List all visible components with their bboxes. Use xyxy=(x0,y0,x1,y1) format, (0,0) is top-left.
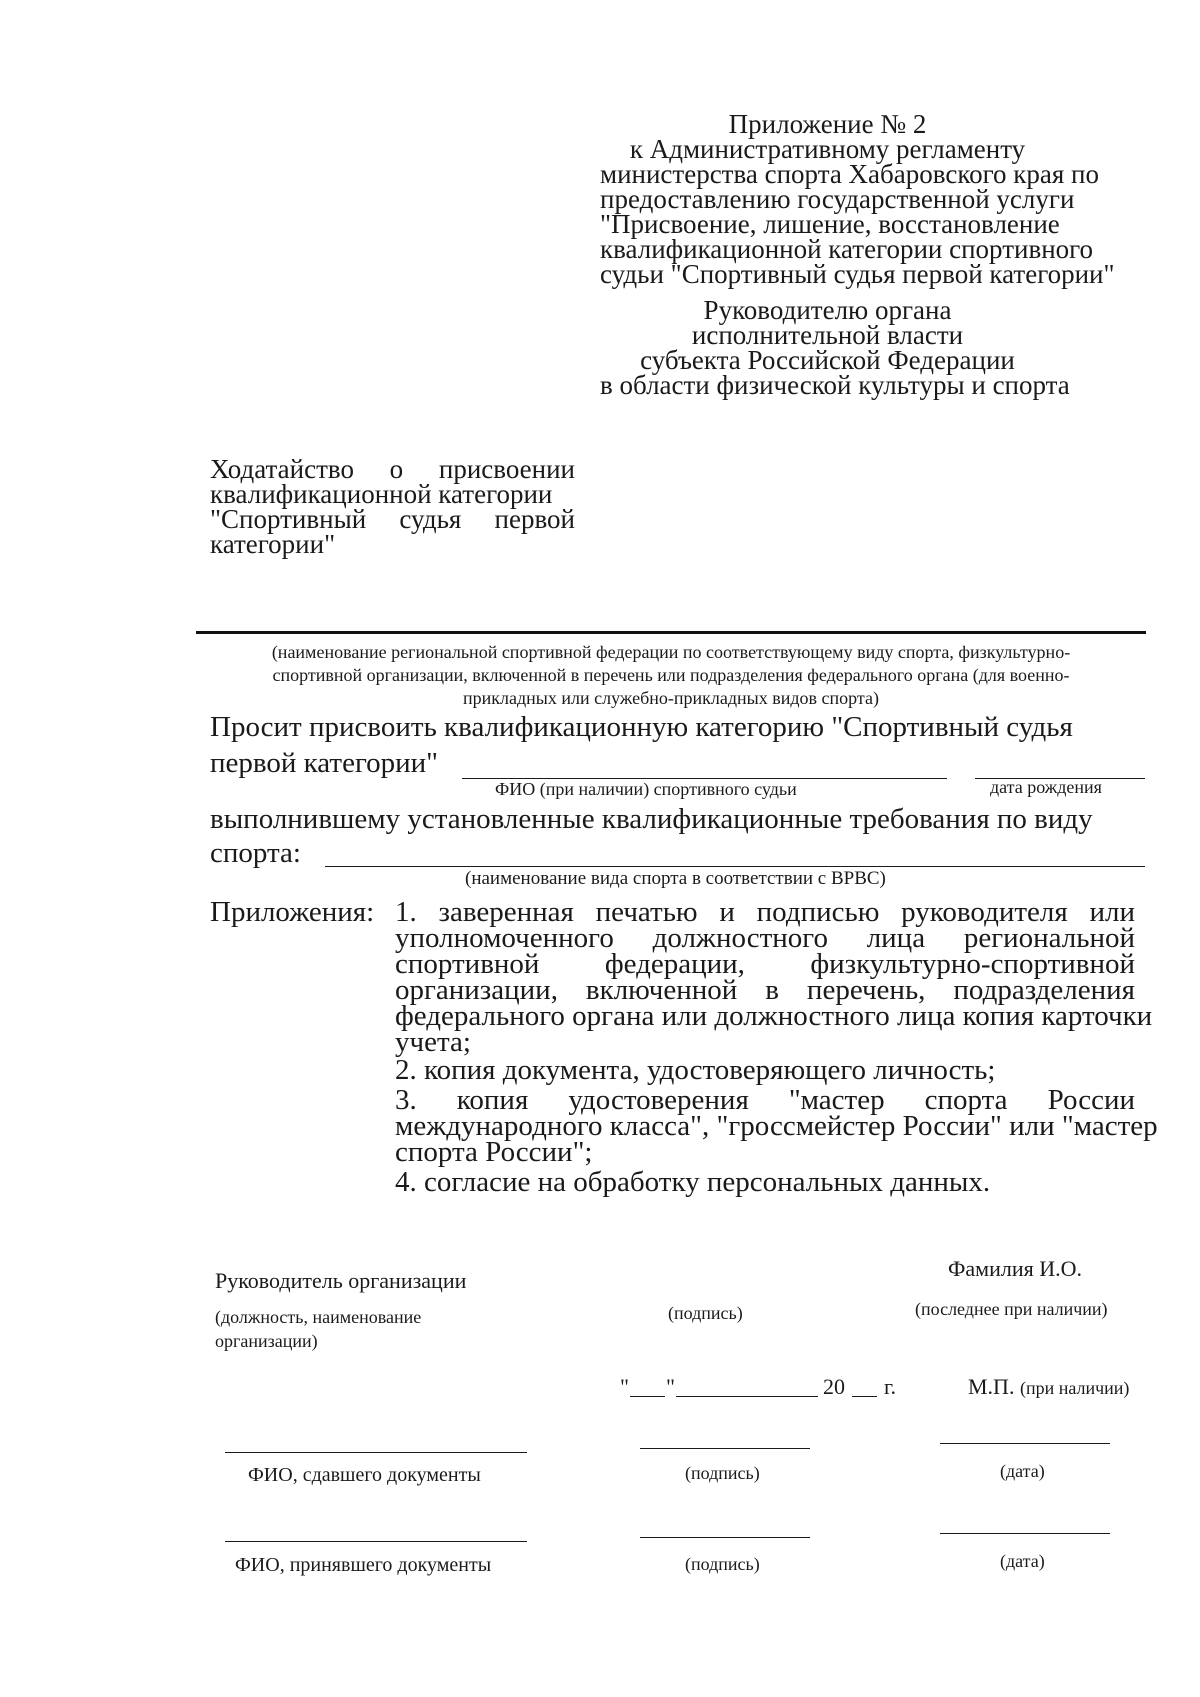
attachment-line: 4. согласие на обработку персональных данных. xyxy=(395,1166,991,1198)
petition-title-line: Ходатайство о присвоении xyxy=(210,454,575,484)
stamp-place xyxy=(968,1374,1129,1400)
attachment-line: спортивной федерации, физкультурно-спортивной xyxy=(395,948,1135,980)
year-field[interactable] xyxy=(852,1396,877,1397)
handover-date-field[interactable] xyxy=(940,1443,1110,1444)
handover-sign-caption: (подпись) xyxy=(685,1463,760,1483)
request-line: выполнившему установленные квалификационные требования по виду xyxy=(210,803,1093,835)
attachment-line: уполномоченного должностного лица региональной xyxy=(395,922,1135,954)
petition-title-line: категории" xyxy=(210,529,336,559)
receiver-date-caption: (дата) xyxy=(1000,1551,1045,1571)
attachment-line: организации, включенной в перечень, подразделения xyxy=(395,974,1135,1006)
fio-caption: ФИО (при наличии) спортивного судьи xyxy=(495,779,797,799)
receiver-sign-field[interactable] xyxy=(640,1537,810,1538)
header-line: предоставлению государственной услуги xyxy=(600,184,1075,214)
attachment-line: 1. заверенная печатью и подписью руководителя или xyxy=(395,896,1135,928)
signature-caption: (подпись) xyxy=(668,1303,743,1323)
attachment-line: федерального органа или должностного лица копия карточки xyxy=(395,1000,1153,1032)
head-of-organization: Руководитель организации xyxy=(215,1268,467,1293)
position-caption: (должность, наименование xyxy=(215,1307,422,1327)
handover-name-caption: ФИО, сдавшего документы xyxy=(248,1464,481,1486)
attachment-line: спорта России"; xyxy=(395,1136,593,1168)
addressee-line: Руководителю органа xyxy=(703,295,952,325)
position-caption: организации) xyxy=(215,1331,318,1351)
attachment-line: 3. копия удостоверения "мастер спорта России xyxy=(395,1084,1135,1116)
receiver-fio-field[interactable] xyxy=(225,1541,527,1542)
petition-title-line: "Спортивный судья первой xyxy=(210,504,575,534)
last-name-caption: (последнее при наличии) xyxy=(915,1299,1108,1319)
handover-date-caption: (дата) xyxy=(1000,1461,1045,1481)
addressee-line: субъекта Российской Федерации xyxy=(640,345,1015,375)
addressee-line: исполнительной власти xyxy=(691,320,964,350)
stamp-note: (при наличии) xyxy=(1019,1378,1130,1398)
header-line: квалификационной категории спортивного xyxy=(600,234,1094,264)
day-field[interactable] xyxy=(630,1396,665,1397)
month-field[interactable] xyxy=(676,1396,818,1397)
attachment-line: 2. копия документа, удостоверяющего личность; xyxy=(395,1054,996,1086)
handover-sign-field[interactable] xyxy=(640,1448,810,1449)
header-line: к Административному регламенту xyxy=(629,134,1026,164)
surname-initials: Фамилия И.О. xyxy=(948,1256,1082,1281)
handover-fio-field[interactable] xyxy=(225,1452,527,1453)
request-line: первой категории" xyxy=(210,747,439,779)
federation-name-field[interactable] xyxy=(196,631,1146,634)
header-line: министерства спорта Хабаровского края по xyxy=(600,159,1099,189)
date-quote-close: " xyxy=(666,1374,675,1399)
receiver-date-field[interactable] xyxy=(940,1533,1110,1534)
addressee-line: в области физической культуры и спорта xyxy=(600,370,1070,400)
date-quote-open: " xyxy=(620,1374,629,1399)
request-line: Просит присвоить квалификационную категорию "Спортивный судья xyxy=(210,711,1073,743)
attachments-label: Приложения: xyxy=(210,896,375,928)
receiver-sign-caption: (подпись) xyxy=(685,1554,760,1574)
birth-date-caption: дата рождения xyxy=(990,777,1102,797)
receiver-name-caption: ФИО, принявшего документы xyxy=(235,1554,492,1576)
appendix-title: Приложение № 2 xyxy=(728,109,927,139)
request-line: спорта: xyxy=(210,837,301,869)
header-line: "Присвоение, лишение, восстановление xyxy=(600,209,1060,239)
year-prefix: 20 xyxy=(823,1374,845,1399)
stamp-label: М.П. xyxy=(968,1374,1015,1399)
sport-caption: (наименование вида спорта в соответствии с ВРВС) xyxy=(465,868,886,889)
attachment-line: международного класса", "гроссмейстер России" или "мастер xyxy=(395,1110,1158,1142)
header-line: судьи "Спортивный судья первой категории" xyxy=(600,259,1115,289)
attachment-line: учета; xyxy=(395,1026,471,1058)
year-suffix: г. xyxy=(884,1374,897,1399)
petition-title-line: квалификационной категории xyxy=(210,479,553,509)
